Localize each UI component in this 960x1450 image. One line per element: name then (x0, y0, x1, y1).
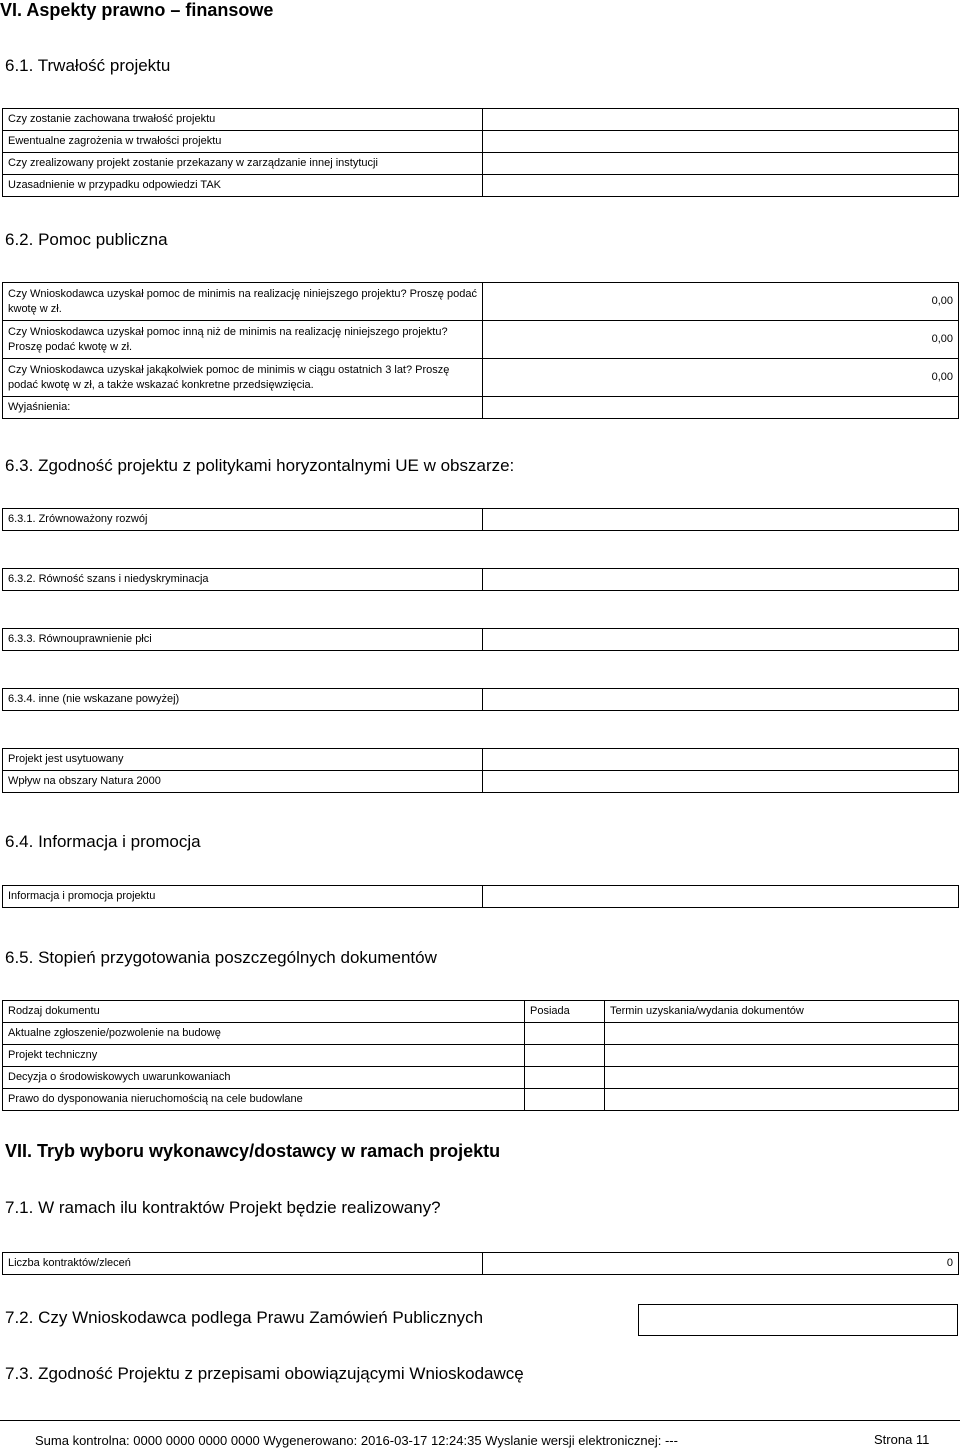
s62-explain-value[interactable] (483, 397, 959, 419)
footer-text: Suma kontrolna: 0000 0000 0000 0000 Wygenerowano: 2016-03-17 12:24:35 Wyslanie wersji elektronicznej: --- (35, 1433, 678, 1448)
s62-explain-label: Wyjaśnienia: (3, 397, 483, 419)
s65-row-label: Aktualne zgłoszenie/pozwolenie na budowę (3, 1023, 525, 1045)
s71-label: Liczba kontraktów/zleceń (3, 1253, 483, 1275)
s62-row-label: Czy Wnioskodawca uzyskał pomoc de minimis na realizację niniejszego projektu? Proszę podać kwotę w zł. (3, 283, 483, 321)
s61-row-label: Czy zrealizowany projekt zostanie przekazany w zarządzanie innej instytucji (3, 153, 483, 175)
s65-header-has: Posiada (525, 1001, 605, 1023)
s63-item-label: 6.3.3. Równouprawnienie płci (3, 629, 483, 651)
s61-row-value[interactable] (483, 131, 959, 153)
s64-row-value[interactable] (483, 886, 959, 908)
section-6-title: VI. Aspekty prawno – finansowe (0, 0, 274, 20)
s61-table (2, 108, 959, 197)
s65-row-date[interactable] (605, 1067, 959, 1089)
s62-row-value[interactable]: 0,00 (483, 359, 959, 397)
s62-table (2, 282, 959, 419)
s72-answer-box[interactable] (638, 1304, 958, 1336)
natura-row-label: Projekt jest usytuowany (3, 749, 483, 771)
s63-item-label: 6.3.1. Zrównoważony rozwój (3, 509, 483, 531)
s65-title: 6.5. Stopień przygotowania poszczególnych dokumentów (5, 948, 437, 967)
s63-item (2, 688, 959, 711)
s71-title: 7.1. W ramach ilu kontraktów Projekt będzie realizowany? (5, 1198, 441, 1217)
s65-row-date[interactable] (605, 1023, 959, 1045)
s65-row-has[interactable] (525, 1089, 605, 1111)
s72-title: 7.2. Czy Wnioskodawca podlega Prawu Zamówień Publicznych (5, 1308, 484, 1327)
s61-row-value[interactable] (483, 175, 959, 197)
s61-row-label: Ewentualne zagrożenia w trwałości projektu (3, 131, 483, 153)
s65-header-type: Rodzaj dokumentu (3, 1001, 525, 1023)
s63-item (2, 628, 959, 651)
s63-item-label: 6.3.4. inne (nie wskazane powyżej) (3, 689, 483, 711)
natura-row-label: Wpływ na obszary Natura 2000 (3, 771, 483, 793)
natura-table (2, 748, 959, 793)
s65-row-has[interactable] (525, 1023, 605, 1045)
s65-row-label: Prawo do dysponowania nieruchomością na cele budowlane (3, 1089, 525, 1111)
s62-row-value[interactable]: 0,00 (483, 321, 959, 359)
s63-item-value[interactable] (483, 689, 959, 711)
natura-row-value[interactable] (483, 771, 959, 793)
s62-row-label: Czy Wnioskodawca uzyskał jakąkolwiek pomoc de minimis w ciągu ostatnich 3 lat? Proszę podać kwotę w zł, a także wskazać konkretne przedsięwzięcia. (3, 359, 483, 397)
s61-row-label: Czy zostanie zachowana trwałość projektu (3, 109, 483, 131)
s64-row-label: Informacja i promocja projektu (3, 886, 483, 908)
natura-row-value[interactable] (483, 749, 959, 771)
s65-row-label: Decyzja o środowiskowych uwarunkowaniach (3, 1067, 525, 1089)
s63-item-value[interactable] (483, 509, 959, 531)
footer-divider (0, 1420, 960, 1421)
s65-row-label: Projekt techniczny (3, 1045, 525, 1067)
s64-table (2, 885, 959, 908)
s73-title: 7.3. Zgodność Projektu z przepisami obowiązującymi Wnioskodawcę (5, 1364, 524, 1383)
s65-row-date[interactable] (605, 1089, 959, 1111)
s63-item (2, 568, 959, 591)
section-7-title: VII. Tryb wyboru wykonawcy/dostawcy w ramach projektu (5, 1141, 501, 1161)
s65-row-date[interactable] (605, 1045, 959, 1067)
s65-header-date: Termin uzyskania/wydania dokumentów (605, 1001, 959, 1023)
s65-table (2, 1000, 959, 1111)
s64-title: 6.4. Informacja i promocja (5, 832, 201, 851)
s62-row-value[interactable]: 0,00 (483, 283, 959, 321)
s63-title: 6.3. Zgodność projektu z politykami horyzontalnymi UE w obszarze: (5, 456, 515, 475)
s65-row-has[interactable] (525, 1045, 605, 1067)
s62-row-label: Czy Wnioskodawca uzyskał pomoc inną niż de minimis na realizację niniejszego projektu? Proszę podać kwotę w zł. (3, 321, 483, 359)
s63-item-value[interactable] (483, 569, 959, 591)
s61-row-value[interactable] (483, 153, 959, 175)
s62-title: 6.2. Pomoc publiczna (5, 230, 168, 249)
footer-page-number: Strona 11 (874, 1432, 930, 1447)
s63-item-value[interactable] (483, 629, 959, 651)
s61-row-value[interactable] (483, 109, 959, 131)
s61-title: 6.1. Trwałość projektu (5, 56, 171, 75)
s61-row-label: Uzasadnienie w przypadku odpowiedzi TAK (3, 175, 483, 197)
s63-item (2, 508, 959, 531)
s71-table (2, 1252, 959, 1275)
s65-row-has[interactable] (525, 1067, 605, 1089)
s63-item-label: 6.3.2. Równość szans i niedyskryminacja (3, 569, 483, 591)
s71-value[interactable]: 0 (483, 1253, 959, 1275)
